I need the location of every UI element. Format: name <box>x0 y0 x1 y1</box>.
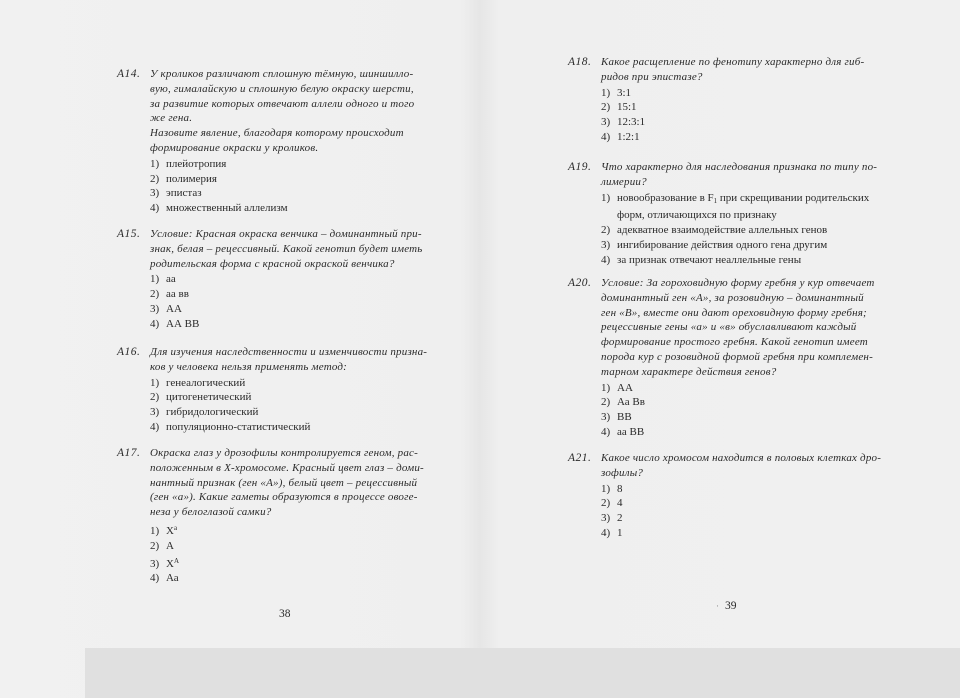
option-text: АА ВВ <box>166 317 200 330</box>
option-number: 2) <box>601 101 611 114</box>
page-38 <box>0 0 480 648</box>
answer-option <box>601 130 898 145</box>
answer-options <box>150 521 452 586</box>
answer-option <box>601 223 898 238</box>
option-text: полимерия <box>166 172 217 185</box>
answer-option <box>601 238 898 253</box>
page-39 <box>480 0 960 648</box>
question-text-line: положенным в X-хромосоме. Красный цвет глаз – доми- <box>150 461 424 474</box>
question-text-line: же гена. <box>150 112 193 125</box>
option-text: плейотропия <box>166 157 227 170</box>
option-subscript: 1 <box>713 196 718 205</box>
option-text: аа ВВ <box>617 425 645 438</box>
option-text: 4 <box>617 497 623 510</box>
option-text: Аа Вв <box>617 396 645 409</box>
option-number: 4) <box>601 425 611 438</box>
question-text-line: ген «В», вместе они дают ореховидную форму гребня; <box>601 306 867 319</box>
answer-option <box>601 100 898 115</box>
answer-option <box>601 395 898 410</box>
option-text: X <box>166 524 174 537</box>
option-number: 2) <box>601 396 611 409</box>
question-a20 <box>568 276 898 440</box>
question-text-line: У кроликов различают сплошную тёмную, шиншилло- <box>150 68 414 80</box>
question-a15 <box>117 227 452 332</box>
option-text: А <box>166 539 174 552</box>
option-text: 15:1 <box>617 101 637 114</box>
option-number: 1) <box>601 191 611 204</box>
option-number: 1) <box>601 86 611 99</box>
option-text: X <box>166 557 174 570</box>
option-text: эпистаз <box>166 187 202 200</box>
answer-option <box>601 526 898 541</box>
option-number: 2) <box>601 497 611 510</box>
answer-option <box>601 115 898 130</box>
answer-option <box>150 539 452 554</box>
question-text-line: вую, гималайскую и сплошную белую окраску шерсти, <box>150 82 414 95</box>
option-number: 3) <box>601 238 611 251</box>
option-number: 4) <box>150 420 160 433</box>
option-text: гибридологический <box>166 406 259 419</box>
page-mark: · <box>716 601 719 611</box>
question-text-line: знак, белая – рецессивный. Какой генотип будет иметь <box>150 242 423 255</box>
answer-options <box>150 376 452 435</box>
option-number: 4) <box>601 253 611 266</box>
option-text-continued: при скрещивании родительских <box>717 191 870 204</box>
question-number: A15. <box>117 228 141 240</box>
option-number: 2) <box>150 539 160 552</box>
question-text-line: формирование окраски у кроликов. <box>150 141 319 154</box>
option-number: 4) <box>150 202 160 215</box>
answer-option <box>601 208 898 223</box>
option-text: адекватное взаимодействие аллельных генов <box>617 224 828 237</box>
question-a14 <box>117 67 452 216</box>
option-text: Аа <box>166 572 179 585</box>
question-text <box>150 446 452 520</box>
question-a17 <box>117 446 452 586</box>
answer-option <box>150 157 452 172</box>
option-text: ВВ <box>617 411 632 424</box>
option-number: 4) <box>150 317 160 330</box>
option-text: множественный аллелизм <box>166 202 288 215</box>
question-number: A21. <box>568 452 592 464</box>
question-text-line: неза у белоглазой самки? <box>150 506 272 519</box>
option-text: за признак отвечают неаллельные гены <box>617 253 802 266</box>
page-number-right <box>716 600 737 612</box>
answer-option <box>601 191 898 209</box>
option-number: 3) <box>150 406 160 419</box>
question-text-line: ридов при эпистазе? <box>601 70 703 83</box>
question-text-line: тарном характере действия генов? <box>601 365 777 378</box>
answer-option <box>150 302 452 317</box>
answer-option <box>150 186 452 201</box>
option-number: 4) <box>601 526 611 539</box>
answer-options <box>601 381 898 440</box>
option-text: аа <box>166 273 176 286</box>
option-number: 3) <box>150 187 160 200</box>
option-text: ингибирование действия одного гена другим <box>617 238 828 251</box>
answer-option <box>601 410 898 425</box>
option-text: 3:1 <box>617 86 632 99</box>
option-text: форм, отличающихся по признаку <box>617 209 777 222</box>
option-number: 2) <box>150 288 160 301</box>
option-text: цитогенетический <box>166 391 252 404</box>
question-text <box>601 276 898 380</box>
option-number: 4) <box>601 130 611 143</box>
question-text <box>601 451 898 481</box>
option-superscript: а <box>173 523 178 532</box>
question-text-line: Какое число хромосом находится в половых клетках дро- <box>601 452 882 464</box>
question-a18 <box>568 55 898 145</box>
option-text: новообразование в F <box>617 191 714 204</box>
answer-option <box>150 376 452 391</box>
option-superscript: А <box>173 556 180 565</box>
question-text <box>150 227 452 271</box>
option-text: 12:3:1 <box>617 116 646 129</box>
option-number: 1) <box>150 524 160 537</box>
answer-option <box>150 521 452 539</box>
answer-option <box>150 405 452 420</box>
question-text-line: Условие: За гороховидную форму гребня у кур отвечает <box>601 277 875 289</box>
question-a21 <box>568 451 898 541</box>
question-text-line: за развитие которых отвечают аллели одного и того <box>150 97 415 110</box>
answer-option <box>150 317 452 332</box>
question-text-line: формирование простого гребня. Какой генотип имеет <box>601 336 868 349</box>
answer-option <box>150 390 452 405</box>
question-number: A14. <box>117 68 141 80</box>
question-number: A18. <box>568 56 592 68</box>
answer-option <box>601 86 898 101</box>
option-number: 4) <box>150 572 160 585</box>
answer-options <box>601 482 898 541</box>
question-text <box>601 55 898 85</box>
option-number: 1) <box>601 381 611 394</box>
question-text <box>601 160 898 190</box>
question-text-line: нантный признак (ген «А»), белый цвет – рецессивный <box>150 476 418 489</box>
scan-shadow-band <box>85 648 960 698</box>
question-text-line: Окраска глаз у дрозофилы контролируется геном, рас- <box>150 447 419 459</box>
answer-options <box>601 86 898 145</box>
option-number: 1) <box>601 482 611 495</box>
page-number-left: 38 <box>279 608 291 620</box>
question-text-line: рецессивные гены «а» и «в» обуславливают каждый <box>601 321 857 334</box>
question-text-line: Назовите явление, благодаря которому происходит <box>150 127 404 140</box>
answer-option <box>601 425 898 440</box>
option-number: 2) <box>150 391 160 404</box>
answer-option <box>601 482 898 497</box>
answer-option <box>150 272 452 287</box>
option-number: 1) <box>150 157 160 170</box>
option-number: 3) <box>601 411 611 424</box>
option-text: 1:2:1 <box>617 130 640 143</box>
option-number: 3) <box>601 512 611 525</box>
answer-option <box>601 381 898 396</box>
question-text-line: Какое расщепление по фенотипу характерно для гиб- <box>601 56 865 68</box>
option-number: 2) <box>601 224 611 237</box>
question-text-line: зофилы? <box>601 466 644 479</box>
question-text-line: Условие: Красная окраска венчика – доминантный при- <box>150 228 422 240</box>
question-text-line: доминантный ген «А», за розовидную – доминантный <box>601 291 864 304</box>
option-text: 8 <box>617 482 623 495</box>
answer-option <box>150 420 452 435</box>
option-text: АА <box>617 381 633 394</box>
answer-option <box>601 253 898 268</box>
answer-options <box>601 191 898 268</box>
option-text: 2 <box>617 512 623 525</box>
option-number: 3) <box>601 116 611 129</box>
option-text: АА <box>166 302 182 315</box>
page-number-value: 39 <box>725 600 737 612</box>
answer-option <box>150 554 452 572</box>
question-number: A17. <box>117 447 141 459</box>
answer-option <box>601 496 898 511</box>
answer-option <box>150 287 452 302</box>
question-a19 <box>568 160 898 268</box>
option-number: 3) <box>150 302 160 315</box>
question-text-line: порода кур с розовидной формой гребня при комплемен- <box>601 350 873 363</box>
answer-option <box>150 571 452 586</box>
question-number: A20. <box>568 277 592 289</box>
question-number: A16. <box>117 346 141 358</box>
option-number: 3) <box>150 557 160 570</box>
option-text: аа вв <box>166 288 189 301</box>
question-text-line: Для изучения наследственности и изменчивости призна- <box>150 346 428 358</box>
question-text-line: ков у человека нельзя применять метод: <box>150 360 348 373</box>
question-a16 <box>117 345 452 435</box>
option-number: 2) <box>150 172 160 185</box>
question-text-line: Что характерно для наследования признака по типу по- <box>601 161 878 173</box>
question-text-line: лимерии? <box>601 175 647 188</box>
question-text <box>150 67 452 156</box>
question-text-line: родительская форма с красной окраской венчика? <box>150 257 395 270</box>
option-text: генеалогический <box>166 376 246 389</box>
option-number: 1) <box>150 376 160 389</box>
answer-option <box>601 511 898 526</box>
answer-options <box>150 157 452 216</box>
option-text: популяционно-статистический <box>166 420 311 433</box>
question-number: A19. <box>568 161 592 173</box>
answer-options <box>150 272 452 331</box>
question-text <box>150 345 452 375</box>
question-text-line: (ген «а»). Какие гаметы образуются в процессе овоге- <box>150 491 418 504</box>
answer-option <box>150 172 452 187</box>
option-text: 1 <box>617 526 623 539</box>
answer-option <box>150 201 452 216</box>
option-number: 1) <box>150 273 160 286</box>
